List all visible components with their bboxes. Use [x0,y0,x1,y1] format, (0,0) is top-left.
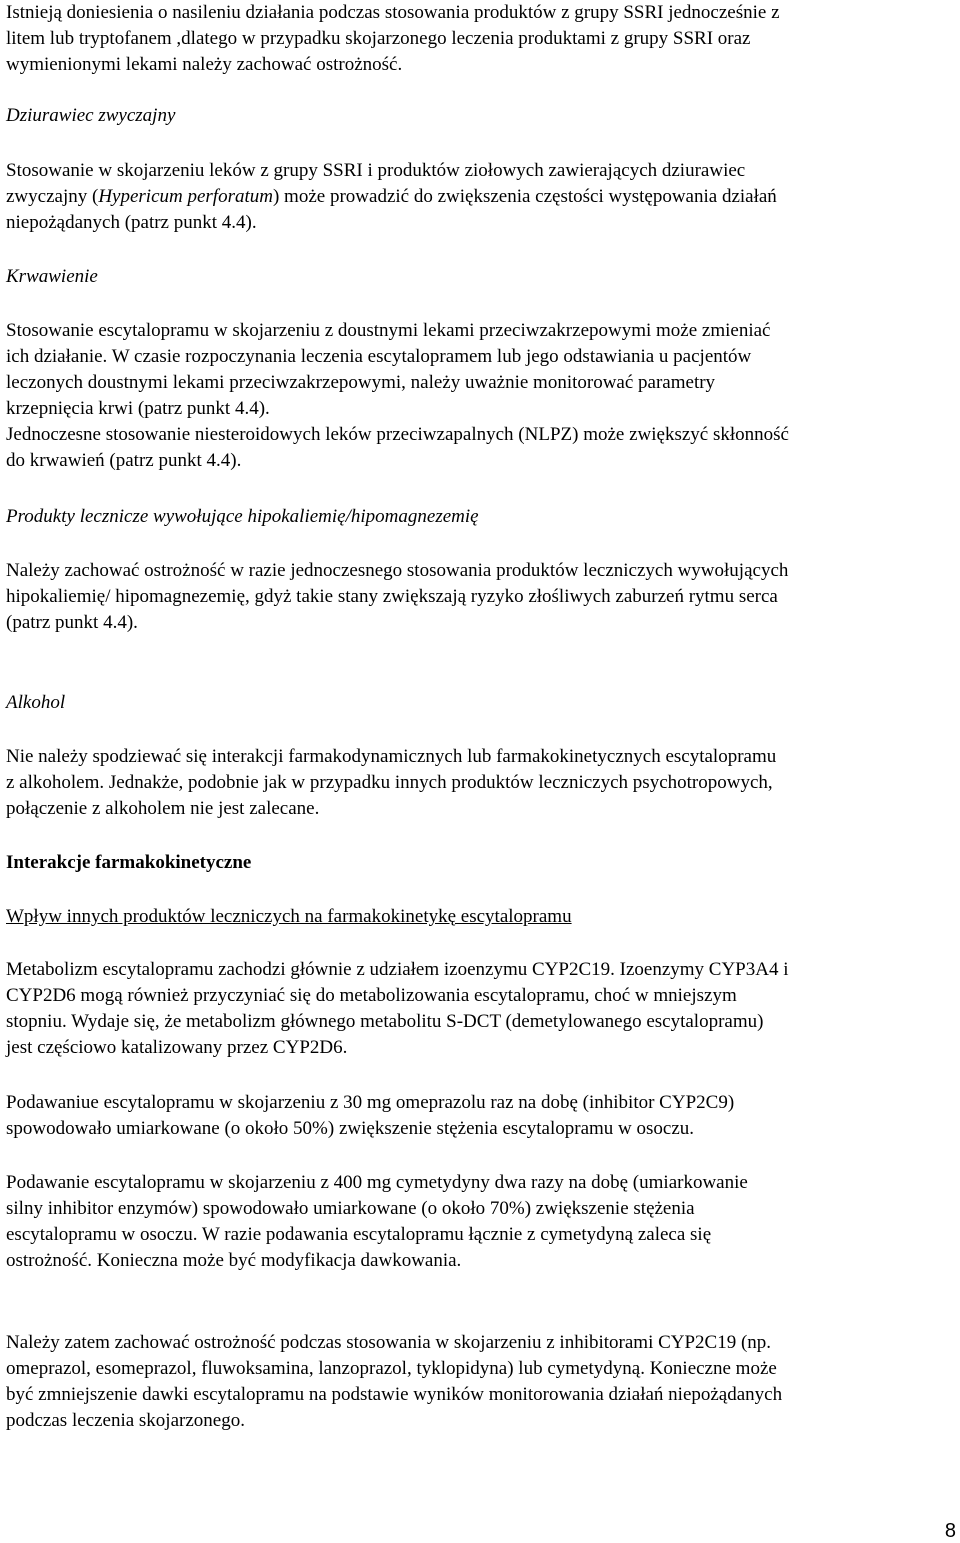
heading-text: Produkty lecznicze wywołujące hipokaliemię/hipomagnezemię [6,506,479,527]
text-line: (patrz punkt 4.4). [6,612,138,633]
text-fragment: zwyczajny ( [6,186,99,207]
heading-wplyw [6,904,958,930]
paragraph-ssri-lithium [6,0,958,78]
text-line: Należy zachować ostrożność w razie jednoczesnego stosowania produktów leczniczych wywołujących [6,560,789,581]
text-line: Należy zatem zachować ostrożność podczas stosowania w skojarzeniu z inhibitorami CYP2C19 (np. [6,1332,772,1353]
text-line: Metabolizm escytalopramu zachodzi głównie z udziałem izoenzymu CYP2C19. Izoenzymy CYP3A4 i [6,959,789,980]
text-line: litem lub tryptofanem ,dlatego w przypadku skojarzonego leczenia produktami z grupy SSRI oraz [6,28,751,49]
text-fragment: ) może prowadzić do zwiększenia częstości występowania działań [272,186,777,207]
text-line: Jednoczesne stosowanie niesteroidowych leków przeciwzapalnych (NLPZ) może zwiększyć skłonność [6,424,789,445]
text-line: Istnieją doniesienia o nasileniu działania podczas stosowania produktów z grupy SSRI jednocześnie z [6,2,780,23]
heading-text: Krwawienie [6,266,98,287]
text-line: Podawanie escytalopramu w skojarzeniu z 400 mg cymetydyny dwa razy na dobę (umiarkowanie [6,1172,748,1193]
paragraph-krwawienie [6,318,958,474]
page-number: 8 [944,1520,956,1542]
paragraph-metabolizm [6,957,958,1061]
text-line: podczas leczenia skojarzonego. [6,1410,245,1431]
paragraph-hipokaliemia [6,558,958,636]
heading-dziurawiec [6,103,958,129]
paragraph-cymetydyna [6,1170,958,1274]
text-line: spowodowało umiarkowane (o około 50%) zwiększenie stężenia escytalopramu w osoczu. [6,1118,695,1139]
heading-text: Interakcje farmakokinetyczne [6,852,252,873]
heading-text: Alkohol [6,692,66,713]
text-line: omeprazol, esomeprazol, fluwoksamina, lanzoprazol, tyklopidyna) lub cymetydyną. Konieczne może [6,1358,777,1379]
text-line: być zmniejszenie dawki escytalopramu na podstawie wyników monitorowania działań niepożądanych [6,1384,783,1405]
text-line: ich działanie. W czasie rozpoczynania leczenia escytalopramem lub jego odstawiania u pacjentów [6,346,752,367]
text-line: escytalopramu w osoczu. W razie podawania escytalopramu łącznie z cymetydyną zaleca się [6,1224,712,1245]
text-line: CYP2D6 mogą również przyczyniać się do metabolizowania escytalopramu, choć w mniejszym [6,985,737,1006]
paragraph-omeprazol [6,1090,958,1142]
paragraph-alkohol [6,744,958,822]
text-line: silny inhibitor enzymów) spowodowało umiarkowane (o około 70%) zwiększenie stężenia [6,1198,695,1219]
text-line: ostrożność. Konieczna może być modyfikacja dawkowania. [6,1250,462,1271]
heading-text: Wpływ innych produktów leczniczych na farmakokinetykę escytalopramu [6,906,572,927]
text-line: z alkoholem. Jednakże, podobnie jak w przypadku innych produktów leczniczych psychotropowych, [6,772,773,793]
heading-krwawienie [6,264,958,290]
text-line: Nie należy spodziewać się interakcji farmakodynamicznych lub farmakokinetycznych escytalopramu [6,746,777,767]
text-line: Stosowanie w skojarzeniu leków z grupy SSRI i produktów ziołowych zawierających dziurawiec [6,160,746,181]
text-line: krzepnięcia krwi (patrz punkt 4.4). [6,398,270,419]
text-line: połączenie z alkoholem nie jest zalecane. [6,798,320,819]
text-line: wymienionymi lekami należy zachować ostrożność. [6,54,403,75]
paragraph-inhibitory-cyp2c19 [6,1330,958,1434]
text-line: niepożądanych (patrz punkt 4.4). [6,212,257,233]
text-line: stopniu. Wydaje się, że metabolizm głównego metabolitu S-DCT (demetylowanego escytalopramu) [6,1011,764,1032]
text-line: Stosowanie escytalopramu w skojarzeniu z doustnymi lekami przeciwzakrzepowymi może zmieniać [6,320,771,341]
heading-alkohol [6,690,958,716]
paragraph-dziurawiec [6,158,958,236]
heading-hipokaliemia [6,504,958,530]
latin-name: Hypericum perforatum [98,186,273,207]
text-line [6,184,958,210]
text-line: leczonych doustnymi lekami przeciwzakrzepowymi, należy uważnie monitorować parametry [6,372,716,393]
heading-interakcje-farmakokinetyczne [6,850,958,876]
text-line: jest częściowo katalizowany przez CYP2D6. [6,1037,348,1058]
text-line: Podawaniue escytalopramu w skojarzeniu z 30 mg omeprazolu raz na dobę (inhibitor CYP2C9) [6,1092,735,1113]
text-line: do krwawień (patrz punkt 4.4). [6,450,242,471]
text-line: hipokaliemię/ hipomagnezemię, gdyż takie stany zwiększają ryzyko złośliwych zaburzeń rytmu serca [6,586,778,607]
heading-text: Dziurawiec zwyczajny [6,105,176,126]
